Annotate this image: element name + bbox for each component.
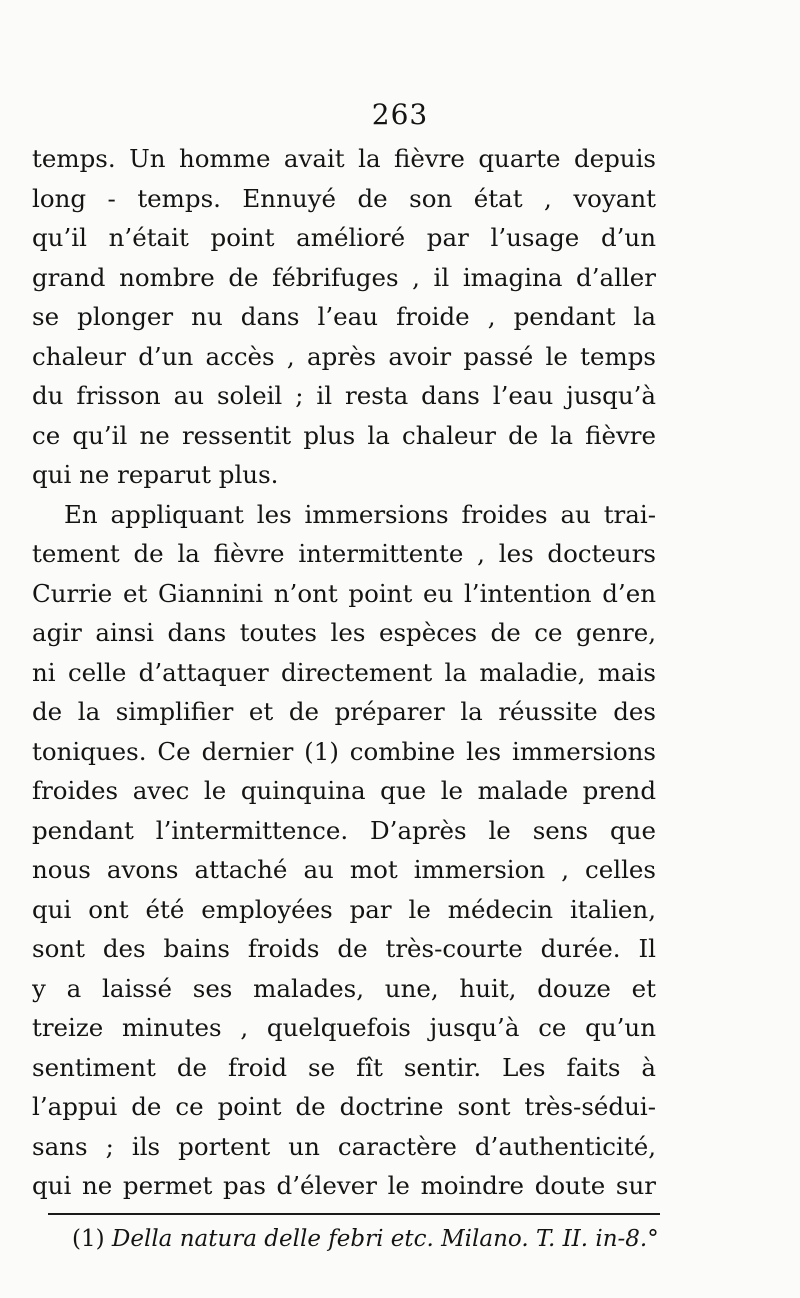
- text-line: sans ; ils portent un caractère d’authenticité,: [32, 1131, 656, 1161]
- text-line: froides avec le quinquina que le malade prend: [32, 776, 656, 805]
- text-line: toniques. Ce dernier (1) combine les immersions: [32, 736, 656, 766]
- text-line: chaleur d’un accès , après avoir passé le temps: [32, 341, 656, 371]
- text-line: pendant l’intermittence. D’après le sens que: [32, 815, 656, 845]
- text-line: agir ainsi dans toutes les espèces de ce genre,: [32, 618, 656, 647]
- text-line: ce qu’il ne ressentit plus la chaleur de la fièvre: [32, 420, 656, 450]
- footnote-reference: Della natura delle febri etc. Milano. T. II. in-8.°: [111, 1226, 659, 1252]
- text-line: de la simplifier et de préparer la réussite des: [32, 697, 656, 726]
- paragraph-start-line: En appliquant les immersions froides au trai-: [64, 499, 656, 529]
- footnote-marker: (1): [72, 1226, 105, 1252]
- text-line: grand nombre de fébrifuges , il imagina d’aller: [32, 262, 656, 292]
- text-line: se plonger nu dans l’eau froide , pendant la: [32, 302, 656, 331]
- body-text: [32, 139, 656, 1206]
- text-line: temps. Un homme avait la fièvre quarte depuis: [32, 144, 656, 173]
- text-line: y a laissé ses malades, une, huit, douze et: [32, 973, 656, 1003]
- text-line: long - temps. Ennuyé de son état , voyant: [32, 183, 656, 213]
- text-line: Currie et Giannini n’ont point eu l’intention d’en: [32, 578, 656, 608]
- text-line: qui ne permet pas d’élever le moindre doute sur: [32, 1171, 656, 1200]
- text-line: qu’il n’était point amélioré par l’usage d’un: [32, 223, 656, 252]
- text-line: qui ont été employées par le médecin italien,: [32, 894, 656, 924]
- text-line: tement de la fièvre intermittente , les docteurs: [32, 539, 656, 568]
- footnote-divider: [48, 1213, 660, 1215]
- page-number: 263: [371, 98, 429, 131]
- text-line: nous avons attaché au mot immersion , celles: [32, 855, 656, 884]
- text-line: l’appui de ce point de doctrine sont très-sédui-: [32, 1092, 656, 1121]
- paragraph-end-line: qui ne reparut plus.: [32, 460, 279, 489]
- footnote: [72, 1226, 659, 1252]
- text-line: du frisson au soleil ; il resta dans l’eau jusqu’à: [32, 381, 656, 410]
- text-line: ni celle d’attaquer directement la maladie, mais: [32, 657, 656, 687]
- text-line: sont des bains froids de très-courte durée. Il: [32, 934, 656, 963]
- text-line: sentiment de froid se fît sentir. Les faits à: [32, 1052, 656, 1082]
- text-line: treize minutes , quelquefois jusqu’à ce qu’un: [32, 1013, 656, 1042]
